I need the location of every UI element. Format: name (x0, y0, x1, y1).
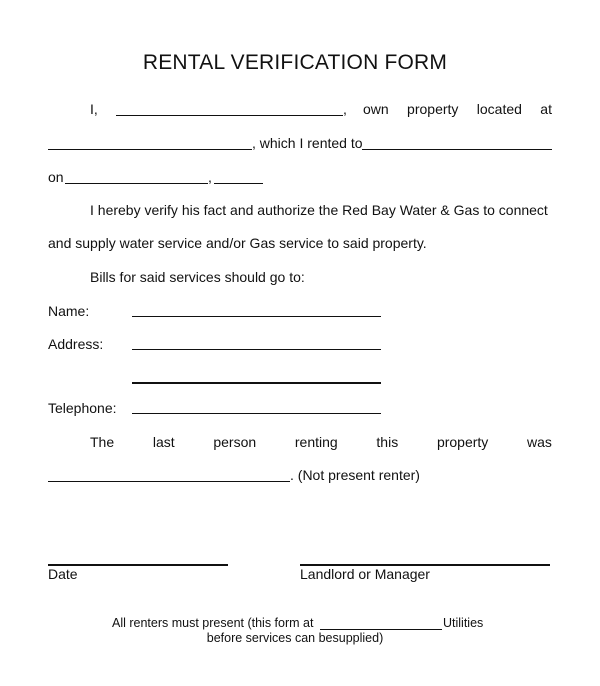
rental-year-field[interactable] (214, 183, 263, 184)
on-label: on (48, 169, 64, 185)
word: located (476, 101, 522, 117)
word: property (407, 101, 459, 117)
name-field[interactable] (132, 316, 381, 317)
footer-line1-prefix: All renters must present (this form at (112, 616, 314, 630)
address-field-line2[interactable] (132, 382, 381, 384)
word: last (152, 434, 175, 450)
utility-location-field[interactable] (320, 629, 442, 630)
name-label: Name: (48, 303, 90, 319)
word: was (527, 434, 552, 450)
word: at (540, 101, 552, 117)
i-label: I, (90, 101, 98, 117)
rented-to-label: , which I rented to (252, 135, 363, 151)
footer-line2: before services can besupplied) (206, 631, 384, 645)
word: renting (294, 434, 338, 450)
not-present-note: . (Not present renter) (290, 467, 420, 483)
verify-text-line1: I hereby verify his fact and authorize the Red Bay Water & Gas to connect (90, 202, 548, 218)
property-address-field[interactable] (48, 149, 252, 150)
date-label: Date (48, 566, 78, 582)
word: this (376, 434, 399, 450)
address-field-line1[interactable] (132, 349, 381, 350)
comma-1: , (343, 101, 347, 117)
landlord-label: Landlord or Manager (300, 566, 430, 582)
telephone-field[interactable] (132, 413, 381, 414)
footer-line1-suffix: Utilities (443, 616, 484, 630)
word: The (90, 434, 115, 450)
word: person (213, 434, 257, 450)
own-property-phrase (363, 101, 552, 117)
verify-text-line2: and supply water service and/or Gas service to said property. (48, 235, 427, 251)
previous-renter-field[interactable] (48, 481, 290, 482)
address-label: Address: (48, 336, 104, 352)
renter-name-field[interactable] (362, 149, 552, 150)
page-title: RENTAL VERIFICATION FORM (142, 51, 448, 74)
comma-2: , (208, 169, 212, 185)
word: own (363, 101, 389, 117)
owner-name-field[interactable] (116, 115, 343, 116)
word: property (436, 434, 489, 450)
telephone-label: Telephone: (48, 400, 117, 416)
rental-date-field[interactable] (65, 183, 208, 184)
bills-text: Bills for said services should go to: (90, 269, 305, 285)
last-person-phrase (90, 434, 552, 450)
